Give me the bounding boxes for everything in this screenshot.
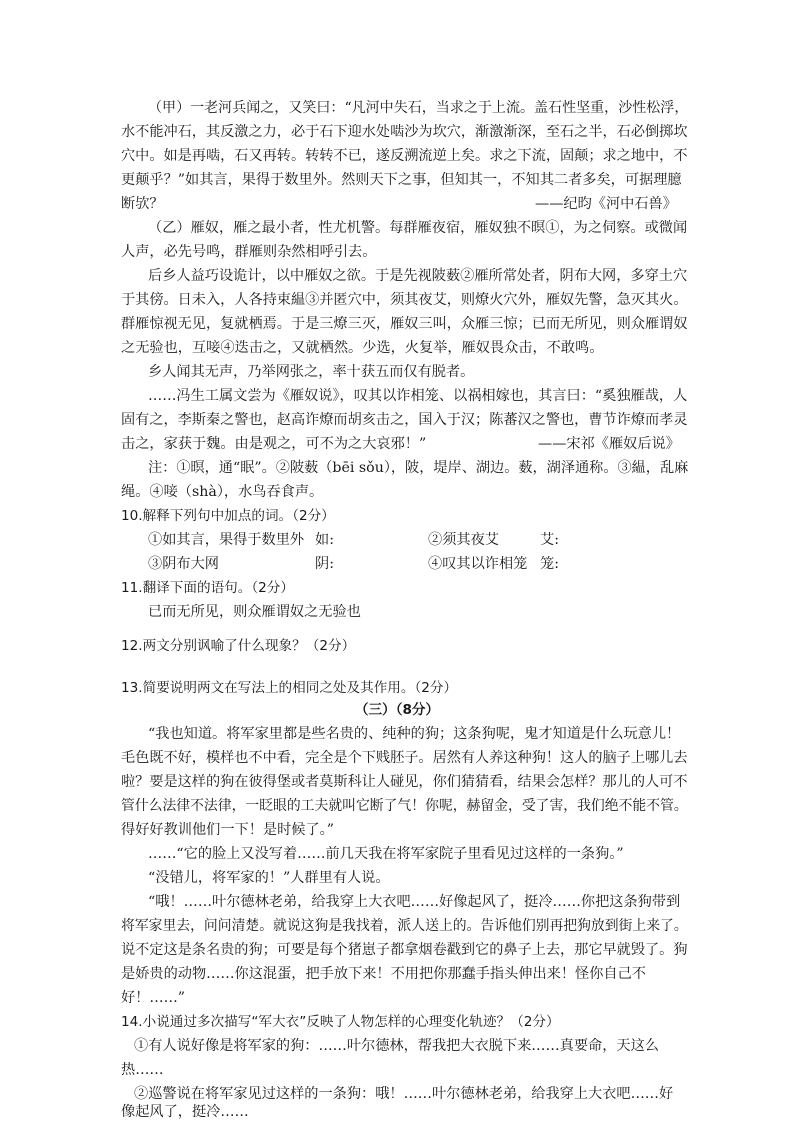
question-13-stem: 13.简要说明两文在写法上的相同之处及其作用。（2分）	[121, 680, 458, 696]
section-3-line: 得好好教训他们一下！是时候了。”	[121, 822, 334, 838]
question-12-stem: 12.两文分别讽喻了什么现象？（2分）	[121, 638, 356, 654]
section-3-line: 是娇贵的动物……你这混蛋，把手放下来！不用把你那蠢手指头伸出来！怪你自己不	[121, 966, 646, 982]
passage-a-line: 更颠乎？”如其言，果得于数里外。然则天下之事，但知其一，不知其二者多矣，可据理臆	[121, 172, 682, 188]
passage-b-line: （乙）雁奴，雁之最小者，性尤机警。每群雁夜宿，雁奴独不暝①，为之伺察。或微闻	[148, 220, 688, 236]
question-14-stem: 14.小说通过多次描写“军大衣”反映了人物怎样的心理变化轨迹？（2分）	[121, 1014, 560, 1030]
passage-b-line: ……冯生工属文尝为《雁奴说》，叹其以诈相笼、以祸相嫁也，其言曰：“奚独雁哉，人	[148, 388, 688, 404]
section-3-line: “我也知道。将军家里都是些名贵的、纯种的狗；这条狗呢，鬼才知道是什么玩意儿！	[148, 726, 681, 742]
section-3-line: 将军家里去，问问清楚。就说这狗是我找着，派人送上的。告诉他们别再把狗放到街上来了。	[121, 918, 688, 934]
question-10-stem: 10.解释下列句中加点的词。（2分）	[121, 508, 335, 524]
passage-b-line: 群雁惊视无见，复就栖焉。于是三燎三灭，雁奴三叫，众雁三惊；已而无所见，则众雁谓奴	[121, 316, 688, 332]
passage-a-source: ——纪昀《河中石兽》	[535, 196, 677, 212]
question-14-line: ①有人说好像是将军家的狗：……叶尔德林，帮我把大衣脱下来……真要命，天这么	[134, 1038, 659, 1054]
question-14-line: 像起风了，挺冷……	[121, 1104, 249, 1120]
passage-b-source: ——宋祁《雁奴后说》	[538, 436, 680, 452]
section-3-line: 管什么法律不法律，一眨眼的工夫就叫它断了气！你呢，赫留金，受了害，我们绝不能不管。	[121, 798, 688, 814]
section-3-line: 毛色既不好，模样也不中看，完全是个下贱胚子。居然有人养这种狗！这人的脑子上哪儿去	[121, 750, 688, 766]
q10-item-word: 如:	[315, 532, 334, 548]
question-11-sentence: 已而无所见，则众雁谓奴之无验也	[148, 604, 361, 620]
passage-b-line: 于其傍。日未入，人各持束緼③并匿穴中，须其夜艾，则燎火穴外，雁奴先警，急灭其火。	[121, 292, 688, 308]
passage-b-line: 后乡人益巧设诡计，以中雁奴之欲。于是先视陂薮②雁所常处者，阴布大网，多穿土穴	[148, 268, 688, 284]
section-3-heading: （三）（8分）	[354, 702, 440, 718]
passage-b-line: 固有之，李斯秦之警也，赵高诈燎而胡亥击之，国入于汉；陈蕃汉之警也，曹节诈燎而孝灵	[121, 412, 688, 428]
q10-item-sentence: ④叹其以诈相笼	[428, 556, 528, 572]
question-14-line: ②巡警说在将军家见过这样的一条狗：哦！……叶尔德林老弟，给我穿上大衣吧……好	[134, 1086, 674, 1102]
q10-item-word: 笼:	[540, 556, 559, 572]
q10-item-sentence: ③阴布大网	[148, 556, 219, 572]
passage-b-line: 之无验也，互唼④迭击之，又就栖然。少选，火复举，雁奴畏众击，不敢鸣。	[121, 340, 604, 356]
q10-item-word: 艾:	[540, 532, 559, 548]
passage-a-line: 穴中。如是再啮，石又再转。转转不已，遂反溯流逆上矣。求之下流，固颠；求之地中，不	[121, 148, 688, 164]
section-3-line: 好！……”	[121, 990, 186, 1006]
question-11-stem: 11.翻译下面的语句。（2分）	[121, 580, 294, 596]
q10-item-word: 阴:	[315, 556, 334, 572]
question-14-line: 热……	[121, 1062, 164, 1078]
section-3-line: ……“它的脸上又没写着……前几天我在将军家院子里看见过这样的一条狗。”	[148, 846, 624, 862]
passage-b-note: 注：①暝，通“眠”。②陂薮（bēi sǒu），陂，堤岸、湖边。薮，湖泽通称。③緼，乱麻	[148, 460, 689, 476]
section-3-line: 说不定这是条名贵的狗；可要是每个猪崽子都拿烟卷戳到它的鼻子上去，那它早就毁了。狗	[121, 942, 688, 958]
section-3-line: “哦！……叶尔德林老弟，给我穿上大衣吧……好像起风了，挺冷……你把这条狗带到	[148, 894, 681, 910]
section-3-line: “没错儿，将军家的！”人群里有人说。	[148, 870, 390, 886]
passage-a-line: 水不能冲石，其反激之力，必于石下迎水处啮沙为坎穴，渐激渐深，至石之半，石必倒掷坎	[121, 124, 688, 140]
passage-a-line: （甲）一老河兵闻之，又笑曰：“凡河中失石，当求之于上流。盖石性坚重，沙性松浮，	[148, 100, 689, 116]
q10-item-sentence: ②须其夜艾	[428, 532, 499, 548]
passage-a-line: 断欤？	[121, 196, 164, 212]
q10-item-sentence: ①如其言，果得于数里外	[148, 532, 305, 548]
passage-b-line: 人声，必先号鸣，群雁则杂然相呼引去。	[121, 244, 377, 260]
passage-b-line: 击之，家获于魏。由是观之，可不为之大哀邪！”	[121, 436, 427, 452]
section-3-line: 啦？要是这样的狗在彼得堡或者莫斯科让人碰见，你们猜猜看，结果会怎样？那儿的人可不	[121, 774, 688, 790]
passage-b-note: 绳。④唼（shà），水鸟吞食声。	[121, 484, 324, 500]
passage-b-line: 乡人闻其无声，乃举网张之，率十获五而仅有脱者。	[148, 364, 475, 380]
